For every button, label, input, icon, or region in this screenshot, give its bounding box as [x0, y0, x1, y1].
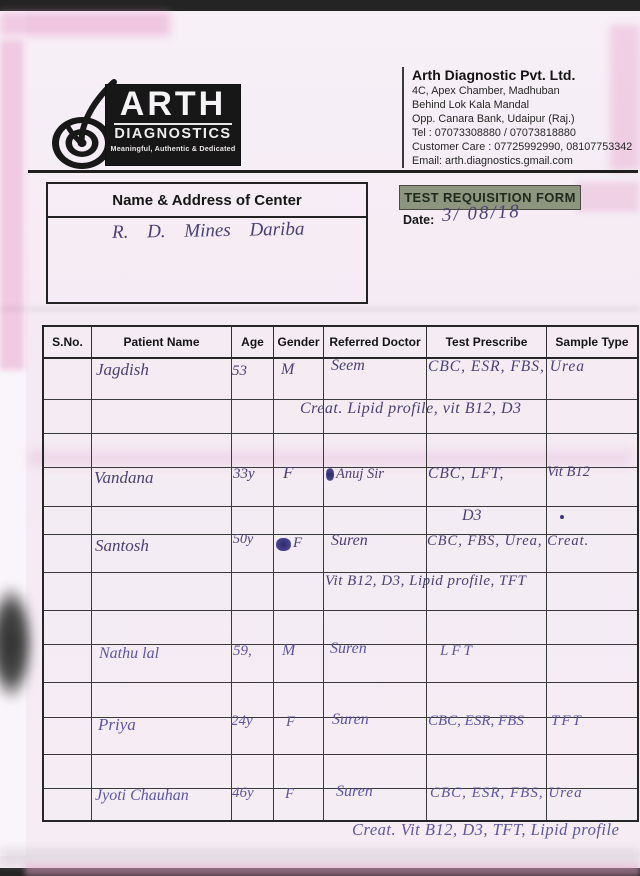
table-cell: [92, 507, 232, 535]
table-cell: [232, 434, 274, 468]
table-cell: [44, 645, 92, 683]
table-cell: [44, 789, 92, 820]
company-email-line: Email: arth.diagnostics.gmail.com: [412, 155, 573, 168]
entry-1-tests-line1: CBC, LFT,: [428, 465, 505, 482]
table-cell: [232, 755, 274, 789]
table-cell: [547, 434, 637, 468]
entry-4-sample-type: TFT: [551, 713, 583, 729]
table-cell: [44, 573, 92, 611]
column-header-referred-doctor: Referred Doctor: [324, 327, 427, 359]
table-cell: [44, 434, 92, 468]
table-cell: [274, 573, 324, 611]
entry-0-patient-name: Jagdish: [96, 360, 149, 379]
entry-3-age: 59,: [233, 643, 252, 659]
logo-name-text: DIAGNOSTICS: [114, 123, 232, 142]
logo-brand-text: ARTH: [119, 85, 227, 123]
entry-5-patient-name: Jyoti Chauhan: [95, 787, 189, 804]
table-cell: [232, 611, 274, 645]
date-label: Date:: [403, 213, 435, 227]
entry-3-referred-doctor: Suren: [330, 640, 367, 657]
entry-5-referred-doctor: Suren: [336, 783, 373, 800]
column-header-age: Age: [232, 327, 274, 359]
company-name: Arth Diagnostic Pvt. Ltd.: [412, 67, 576, 83]
center-name-box: [46, 182, 368, 304]
table-cell: [274, 718, 324, 755]
entry-5-age: 46y: [232, 785, 254, 801]
table-cell: [44, 359, 92, 400]
entry-5-gender: F: [285, 786, 295, 802]
company-address-line: Opp. Canara Bank, Udaipur (Raj.): [412, 113, 575, 126]
entry-0-referred-doctor: Seem: [331, 357, 365, 374]
company-phone-line: Tel : 07073308880 / 07073818880: [412, 127, 576, 140]
table-cell: [44, 400, 92, 434]
table-cell: [427, 755, 547, 789]
entry-1-tests-line2: D3: [462, 507, 482, 524]
column-header-gender: Gender: [274, 327, 324, 359]
column-header-test-prescribe: Test Prescribe: [427, 327, 547, 359]
scribbled-out-gender: [276, 538, 291, 551]
entry-4-tests-line1: CBC, ESR, FBS: [428, 713, 524, 729]
entry-2-age: 50y: [233, 532, 254, 547]
company-address-line: 4C, Apex Chamber, Madhuban: [412, 85, 560, 97]
entry-4-age: 24y: [231, 713, 253, 729]
table-cell: [547, 400, 637, 434]
entry-3-gender: M: [282, 642, 296, 659]
entry-4-patient-name: Priya: [98, 715, 136, 734]
entry-0-age: 53: [232, 363, 247, 379]
table-cell: [92, 573, 232, 611]
table-header-row: [44, 327, 637, 359]
table-cell: [44, 611, 92, 645]
ink-dot: [560, 515, 564, 519]
company-info-block: [402, 67, 640, 168]
table-cell: [44, 535, 92, 573]
entry-1-gender: F: [283, 463, 294, 482]
table-cell: [44, 507, 92, 535]
table-cell: [232, 573, 274, 611]
column-header-patient-name: Patient Name: [92, 327, 232, 359]
table-cell: [274, 468, 324, 507]
entry-4-referred-doctor: Suren: [332, 711, 369, 728]
table-cell: [274, 611, 324, 645]
company-address-line: Behind Lok Kala Mandal: [412, 99, 530, 112]
entry-2-tests-line1: CBC, FBS, Urea, Creat.: [427, 533, 590, 549]
entry-2-tests-line2: Vit B12, D3, Lipid profile, TFT: [325, 573, 527, 589]
table-cell: [274, 434, 324, 468]
entry-5-tests-line2: Creat. Vit B12, D3, TFT, Lipid profile: [352, 820, 620, 839]
table-cell: [547, 507, 637, 535]
table-cell: [44, 683, 92, 718]
entry-2-gender: F: [293, 535, 303, 551]
scribbled-out-letter: [326, 468, 334, 481]
entry-1-referred-doctor: Anuj Sir: [336, 466, 384, 482]
form-title-badge: TEST REQUISITION FORM: [399, 185, 581, 210]
entry-0-tests-line2: Creat. Lipid profile, vit B12, D3: [300, 400, 522, 417]
table-cell: [92, 434, 232, 468]
entry-3-patient-name: Nathu lal: [99, 645, 160, 662]
entry-3-tests-line1: LFT: [440, 643, 475, 659]
table-cell: [427, 434, 547, 468]
table-cell: [547, 573, 637, 611]
table-cell: [274, 507, 324, 535]
table-cell: [274, 683, 324, 718]
handwritten-center-name: R. D. Mines Dariba: [111, 218, 305, 243]
table-cell: [547, 755, 637, 789]
entry-1-patient-name: Vandana: [94, 468, 154, 487]
entry-0-gender: M: [281, 361, 295, 378]
table-cell: [92, 611, 232, 645]
entry-4-gender: F: [286, 714, 296, 730]
table-cell: [547, 611, 637, 645]
table-cell: [92, 400, 232, 434]
table-cell: [274, 755, 324, 789]
table-cell: [324, 507, 427, 535]
entry-0-tests-line1: CBC, ESR, FBS, Urea: [428, 358, 586, 375]
handwritten-date: 3/ 08/18: [441, 200, 522, 226]
entry-2-patient-name: Santosh: [95, 536, 149, 555]
entry-5-tests-line1: CBC, ESR, FBS, Urea: [430, 785, 583, 801]
logo-tagline: Meaningful, Authentic & Dedicated: [110, 143, 236, 153]
column-header-sample-type: Sample Type: [547, 327, 637, 359]
table-cell: [44, 468, 92, 507]
table-cell: [232, 400, 274, 434]
entry-1-age: 33y: [233, 466, 255, 482]
center-box-title: Name & Address of Center: [48, 184, 366, 218]
table-cell: [44, 755, 92, 789]
column-header-sno: S.No.: [44, 327, 92, 359]
header-divider-line: [28, 170, 638, 173]
table-cell: [274, 789, 324, 820]
table-cell: [92, 683, 232, 718]
entry-1-sample-type: Vit B12: [547, 464, 590, 480]
table-cell: [232, 507, 274, 535]
entry-2-referred-doctor: Suren: [331, 532, 368, 549]
table-cell: [427, 507, 547, 535]
company-customer-care-line: Customer Care : 07725992990, 08107753342: [412, 141, 633, 154]
table-cell: [44, 718, 92, 755]
table-cell: [92, 755, 232, 789]
table-cell: [547, 645, 637, 683]
table-cell: [427, 611, 547, 645]
table-cell: [324, 434, 427, 468]
arth-logo: [106, 85, 240, 165]
